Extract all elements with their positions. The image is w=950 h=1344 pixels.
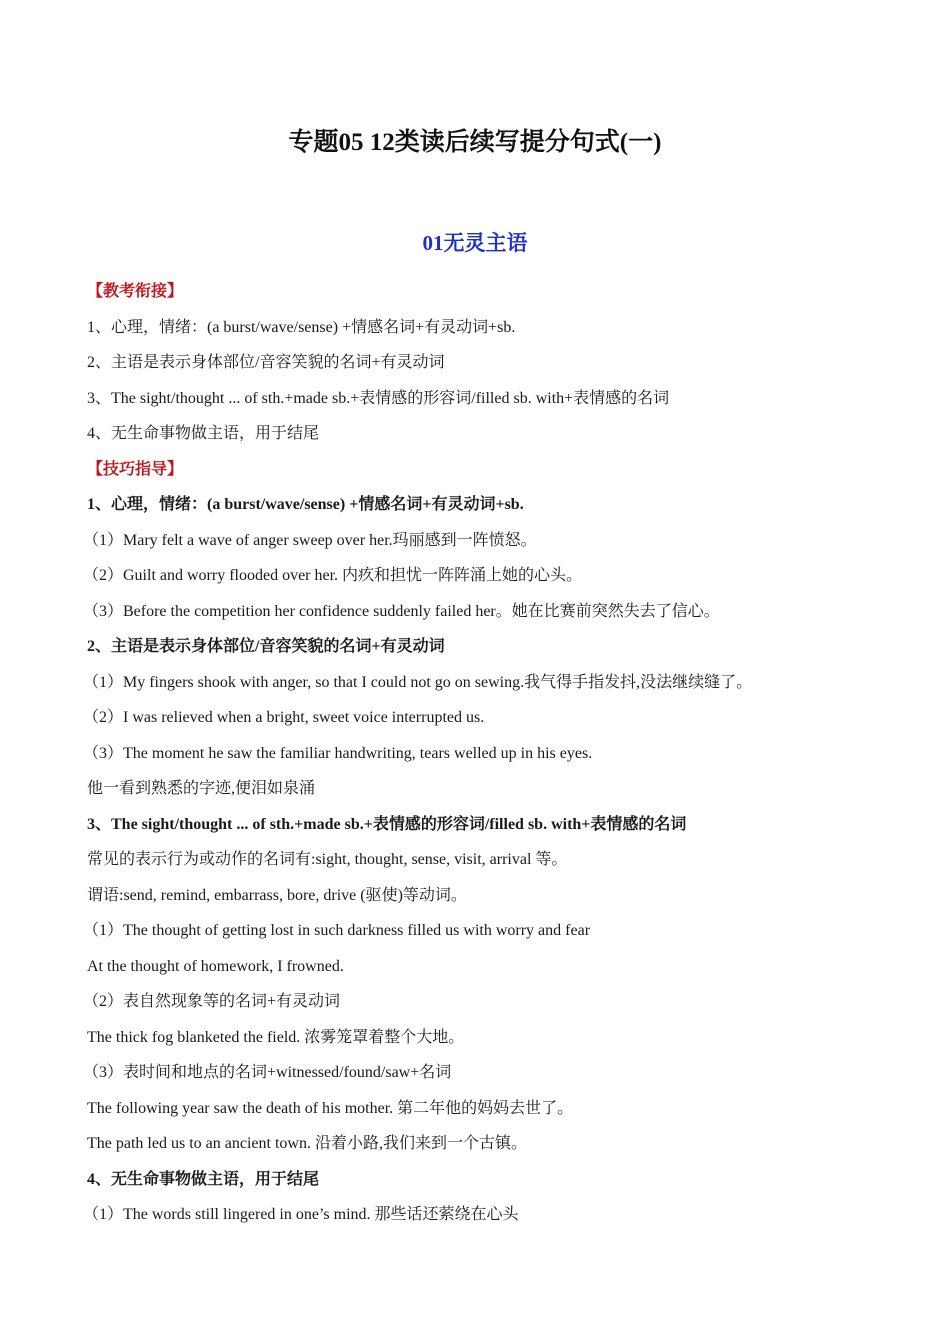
text-line: （1）The thought of getting lost in such darkness filled us with worry and fear	[83, 922, 591, 939]
point-heading: 2、主语是表示身体部位/音容笑貌的名词+有灵动词	[87, 638, 445, 655]
text-line: 2、主语是表示身体部位/音容笑貌的名词+有灵动词	[87, 354, 445, 371]
text-line: （2）表自然现象等的名词+有灵动词	[83, 993, 341, 1010]
subsection-label: 【教考衔接】	[87, 283, 184, 300]
text-line: （1）My fingers shook with anger, so that I could not go on sewing.我气得手指发抖,没法继续缝了。	[83, 673, 753, 691]
text-line: 他一看到熟悉的字迹,便泪如泉涌	[87, 780, 316, 797]
point-heading: 4、无生命事物做主语，用于结尾	[87, 1170, 320, 1188]
text-line: 谓语:send, remind, embarrass, bore, drive (驱使)等动词。	[87, 886, 467, 904]
subsection-label: 【技巧指导】	[87, 460, 184, 478]
text-line: （3）表时间和地点的名词+witnessed/found/saw+名词	[83, 1064, 452, 1081]
text-line: The path led us to an ancient town. 沿着小路,我们来到一个古镇。	[87, 1135, 527, 1152]
text-line: （3）Before the competition her confidence suddenly failed her。她在比赛前突然失去了信心。	[83, 602, 720, 620]
text-line: 常见的表示行为或动作的名词有:sight, thought, sense, visit, arrival 等。	[87, 851, 568, 868]
text-line: The following year saw the death of his mother. 第二年他的妈妈去世了。	[87, 1099, 574, 1117]
section-heading: 01无灵主语	[422, 231, 528, 255]
point-heading: 3、The sight/thought ... of sth.+made sb.+表情感的形容词/filled sb. with+表情感的名词	[87, 815, 687, 833]
point-heading: 1、心理，情绪：(a burst/wave/sense) +情感名词+有灵动词+sb.	[87, 496, 524, 513]
document-title: 专题05 12类读后续写提分句式(一)	[288, 129, 662, 156]
text-line: （1）Mary felt a wave of anger sweep over her.玛丽感到一阵愤怒。	[83, 531, 537, 549]
text-line: At the thought of homework, I frowned.	[87, 957, 344, 975]
text-line: 1、心理，情绪：(a burst/wave/sense) +情感名词+有灵动词+sb.	[87, 318, 516, 336]
text-line: 4、无生命事物做主语，用于结尾	[87, 425, 320, 442]
text-line: （3）The moment he saw the familiar handwriting, tears welled up in his eyes.	[83, 744, 593, 762]
text-line: （2）Guilt and worry flooded over her. 内疚和担忧一阵阵涌上她的心头。	[83, 567, 583, 584]
text-line: 3、The sight/thought ... of sth.+made sb.+表情感的形容词/filled sb. with+表情感的名词	[87, 389, 670, 407]
text-line: （1）The words still lingered in one’s mind. 那些话还萦绕在心头	[83, 1206, 519, 1223]
text-line: The thick fog blanketed the field. 浓雾笼罩着整个大地。	[87, 1028, 465, 1046]
text-line: （2）I was relieved when a bright, sweet voice interrupted us.	[83, 709, 485, 726]
